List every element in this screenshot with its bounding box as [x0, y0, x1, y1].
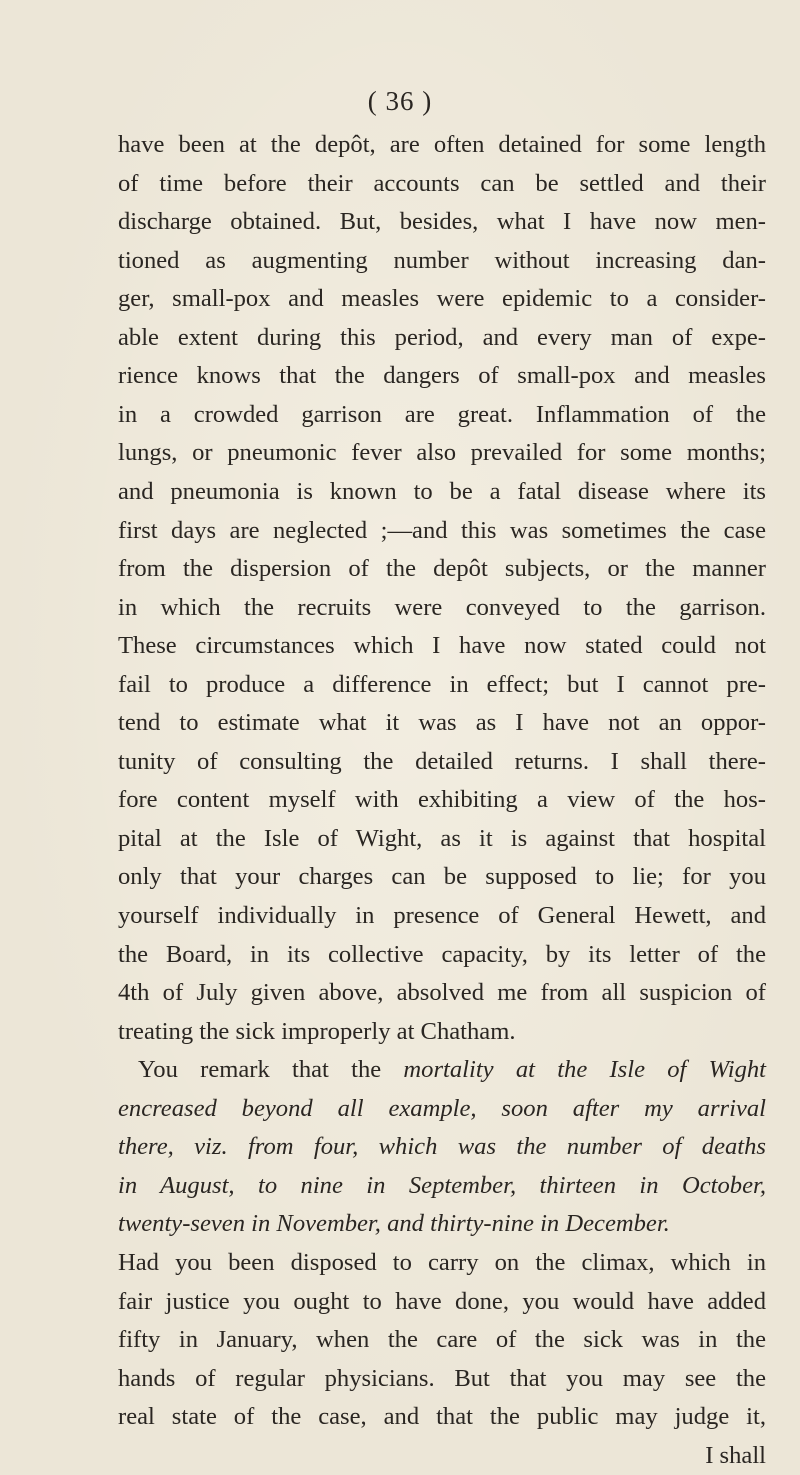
text-line: [118, 1167, 766, 1205]
text-line: [118, 357, 766, 395]
text-run: of time before their accounts can be settled and their: [118, 169, 766, 197]
text-line: [118, 473, 766, 511]
text-line: [118, 704, 766, 742]
text-run: treating the sick improperly at Chatham.: [118, 1017, 516, 1045]
text-line: [118, 1205, 766, 1243]
text-line: [118, 1051, 766, 1089]
text-line: [118, 1360, 766, 1398]
text-run: 4th of July given above, absolved me from all suspicion of: [118, 979, 766, 1007]
text-line: [118, 203, 766, 241]
text-line: [118, 396, 766, 434]
text-run: from the dispersion of the depôt subjects, or the manner: [118, 555, 766, 583]
text-run: real state of the case, and that the public may judge it,: [118, 1403, 766, 1431]
text-line: [118, 897, 766, 935]
italic-text-run: twenty-seven in November, and thirty-nine in December.: [118, 1210, 670, 1238]
text-run: have been at the depôt, are often detained for some length: [118, 131, 766, 158]
text-line: [118, 1437, 766, 1475]
text-run: fail to produce a difference in effect; but I cannot pre-: [118, 670, 766, 698]
text-run: in a crowded garrison are great. Inflammation of the: [118, 400, 766, 428]
text-run: I shall: [705, 1441, 766, 1469]
text-line: [118, 319, 766, 357]
text-line: [118, 1283, 766, 1321]
text-run: tunity of consulting the detailed returns. I shall there-: [118, 747, 766, 775]
text-run: only that your charges can be supposed to lie; for you: [118, 863, 766, 891]
text-line: [118, 1398, 766, 1436]
text-line: [118, 550, 766, 588]
text-line: [118, 512, 766, 550]
text-line: [118, 280, 766, 318]
text-run: fair justice you ought to have done, you would have added: [118, 1287, 766, 1315]
text-line: [118, 781, 766, 819]
text-run: in which the recruits were conveyed to the garrison.: [118, 593, 766, 621]
text-line: [118, 627, 766, 665]
text-run: hands of regular physicians. But that you may see the: [118, 1364, 766, 1392]
text-run: Had you been disposed to carry on the climax, which in: [118, 1248, 766, 1276]
text-line: [118, 1090, 766, 1128]
text-run: These circumstances which I have now stated could not: [118, 632, 766, 660]
text-run: first days are neglected ;—and this was sometimes the case: [118, 516, 766, 544]
text-line: [118, 165, 766, 203]
text-line: [118, 1128, 766, 1166]
text-run: able extent during this period, and every man of expe-: [118, 323, 766, 351]
text-run: discharge obtained. But, besides, what I have now men-: [118, 208, 766, 236]
text-run: fifty in January, when the care of the sick was in the: [118, 1326, 766, 1354]
italic-text-run: mortality at the Isle of Wight: [403, 1056, 766, 1084]
text-run: the Board, in its collective capacity, by its letter of the: [118, 940, 766, 968]
text-run: You remark that the: [138, 1056, 404, 1084]
text-run: pital at the Isle of Wight, as it is against that hospital: [118, 824, 766, 852]
text-run: tend to estimate what it was as I have not an oppor-: [118, 709, 766, 737]
text-line: [118, 242, 766, 280]
text-run: yourself individually in presence of General Hewett, and: [118, 902, 766, 929]
text-line: [118, 1321, 766, 1359]
text-line: [118, 858, 766, 896]
text-run: ger, small-pox and measles were epidemic to a consider-: [118, 285, 766, 313]
italic-text-run: there, viz. from four, which was the number of deaths: [118, 1133, 766, 1161]
text-run: tioned as augmenting number without increasing dan-: [118, 246, 766, 274]
text-run: rience knows that the dangers of small-pox and measles: [118, 362, 766, 390]
text-line: [118, 936, 766, 974]
text-run: fore content myself with exhibiting a view of the hos-: [118, 786, 766, 814]
text-line: [118, 1244, 766, 1282]
text-line: [118, 820, 766, 858]
text-line: [118, 666, 766, 704]
text-line: [118, 974, 766, 1012]
italic-text-run: in August, to nine in September, thirteen in October,: [118, 1171, 766, 1199]
text-run: and pneumonia is known to be a fatal disease where its: [118, 477, 766, 505]
text-line: [118, 1013, 766, 1051]
text-line: [118, 589, 766, 627]
text-line: [118, 434, 766, 472]
page-number-header: ( 36 ): [367, 86, 433, 116]
text-line: [118, 126, 766, 164]
text-line: [118, 743, 766, 781]
text-run: lungs, or pneumonic fever also prevailed for some months;: [118, 439, 766, 467]
italic-text-run: encreased beyond all example, soon after my arrival: [118, 1094, 766, 1122]
